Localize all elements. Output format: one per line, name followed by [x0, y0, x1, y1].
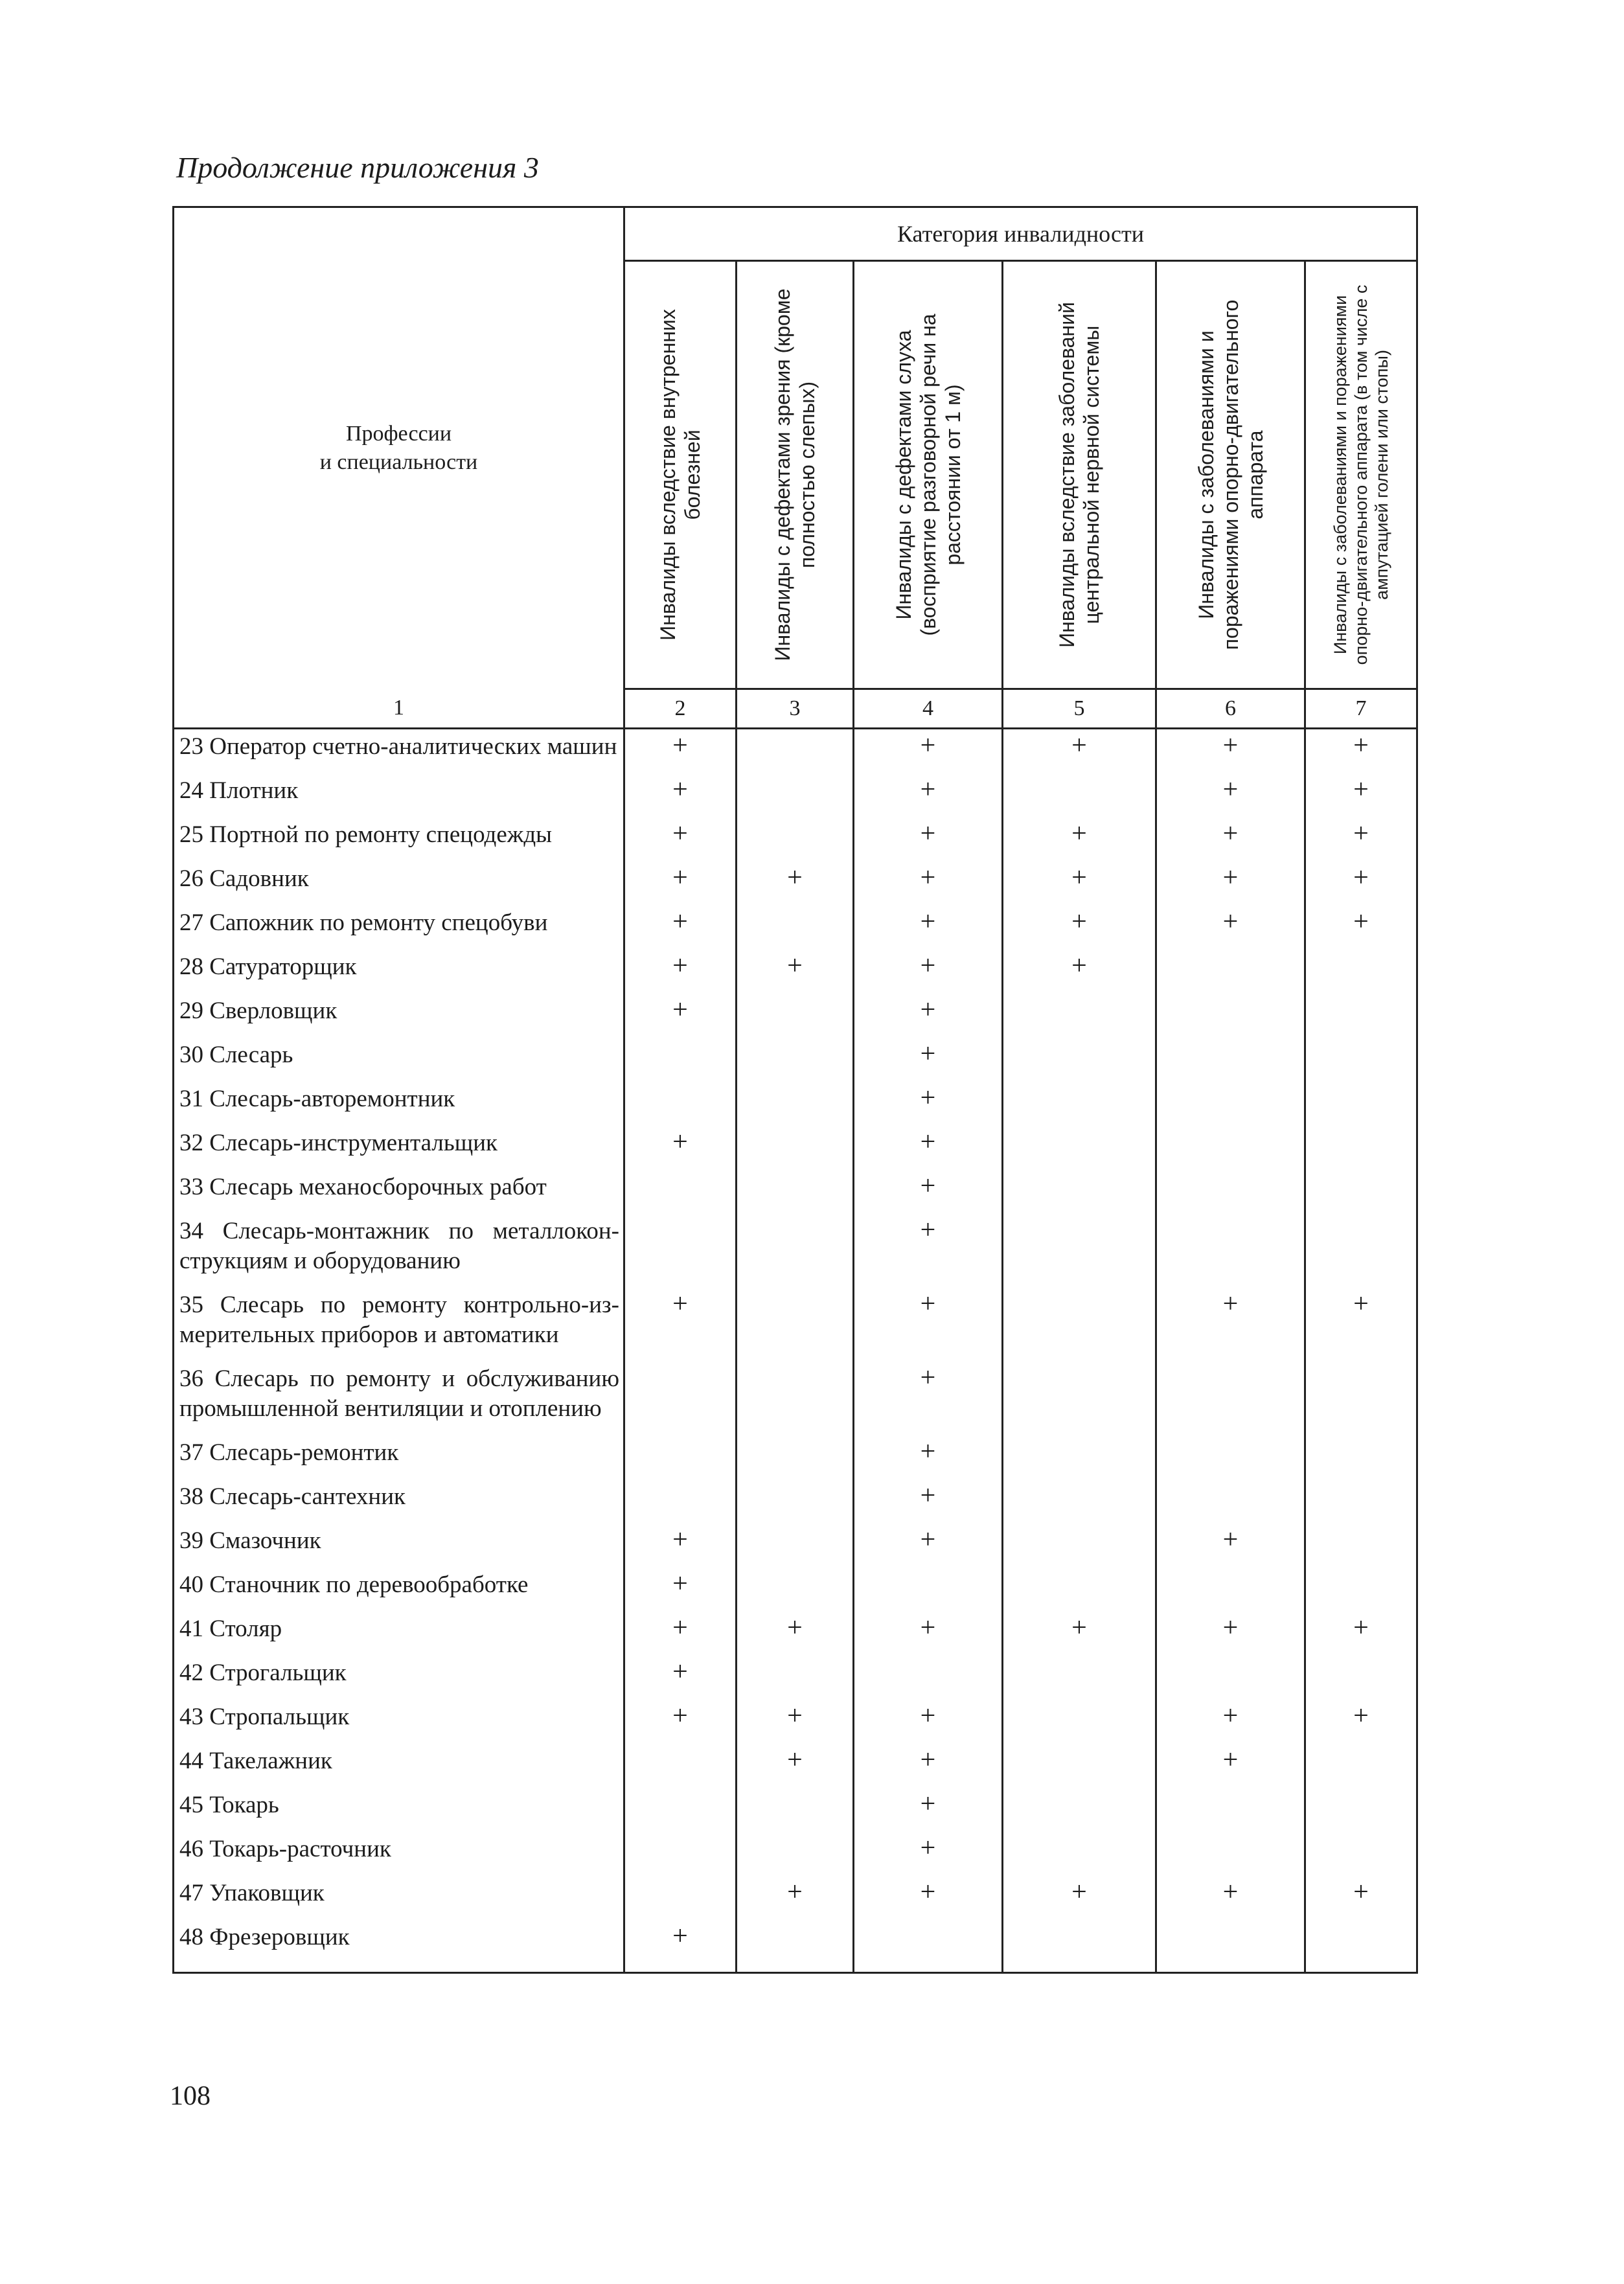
suitability-mark — [1003, 1214, 1156, 1288]
suitability-mark — [1305, 1170, 1417, 1214]
profession-name: 24 Плотник — [174, 773, 624, 817]
profession-name: 33 Слесарь механосборочных работ — [174, 1170, 624, 1214]
suitability-mark — [624, 1170, 737, 1214]
table-row — [174, 1832, 1417, 1876]
table-row — [174, 1788, 1417, 1832]
table-row — [174, 1479, 1417, 1524]
suitability-mark — [737, 773, 854, 817]
suitability-mark: + — [1156, 1612, 1305, 1656]
suitability-mark — [1156, 1832, 1305, 1876]
suitability-mark: + — [1305, 1876, 1417, 1920]
profession-name: 34 Слесарь-монтажник по металлоконструкциям и оборудованию — [174, 1214, 624, 1288]
table-row — [174, 1082, 1417, 1126]
suitability-mark: + — [854, 1876, 1003, 1920]
suitability-mark — [737, 1568, 854, 1612]
table-row — [174, 906, 1417, 950]
table-row — [174, 1435, 1417, 1479]
suitability-mark — [854, 1920, 1003, 1973]
suitability-mark: + — [737, 1700, 854, 1744]
suitability-mark — [737, 1126, 854, 1170]
column-header-7 — [1305, 261, 1417, 689]
suitability-mark — [1305, 1788, 1417, 1832]
suitability-mark: + — [854, 729, 1003, 774]
suitability-mark — [737, 1038, 854, 1082]
profession-name: 25 Портной по ремонту спецодежды — [174, 817, 624, 862]
table-row — [174, 1656, 1417, 1700]
suitability-mark: + — [737, 1876, 854, 1920]
suitability-mark — [1305, 1832, 1417, 1876]
suitability-mark — [737, 1170, 854, 1214]
category-header: Категория инвалидности — [624, 207, 1417, 261]
suitability-mark — [1156, 1170, 1305, 1214]
suitability-mark — [1305, 1362, 1417, 1435]
suitability-mark: + — [854, 1362, 1003, 1435]
suitability-mark: + — [624, 817, 737, 862]
suitability-mark: + — [1305, 773, 1417, 817]
suitability-mark — [1003, 1479, 1156, 1524]
suitability-mark: + — [624, 906, 737, 950]
column-header-7-text: Инвалиды с заболеваниями и поражениями опорно-двигательного аппарата (в том числе с ампутацией голени или стопы) — [1331, 284, 1392, 665]
suitability-mark: + — [854, 1612, 1003, 1656]
suitability-mark: + — [624, 1524, 737, 1568]
suitability-mark — [1305, 1479, 1417, 1524]
suitability-mark: + — [1305, 1288, 1417, 1362]
suitability-mark — [737, 1362, 854, 1435]
suitability-mark — [1305, 1435, 1417, 1479]
suitability-mark — [1156, 1788, 1305, 1832]
suitability-mark — [1003, 994, 1156, 1038]
suitability-mark — [1156, 1126, 1305, 1170]
suitability-mark: + — [854, 1700, 1003, 1744]
suitability-mark: + — [624, 1700, 737, 1744]
suitability-mark — [1003, 1700, 1156, 1744]
table-row — [174, 817, 1417, 862]
suitability-mark — [737, 1656, 854, 1700]
suitability-mark — [1305, 1920, 1417, 1973]
suitability-mark: + — [624, 1288, 737, 1362]
column-number: 6 — [1156, 689, 1305, 729]
suitability-mark: + — [1003, 729, 1156, 774]
column-number: 5 — [1003, 689, 1156, 729]
suitability-mark: + — [854, 1524, 1003, 1568]
suitability-mark — [1003, 1170, 1156, 1214]
profession-name: 32 Слесарь-инструментальщик — [174, 1126, 624, 1170]
profession-name: 48 Фрезеровщик — [174, 1920, 624, 1973]
suitability-mark — [624, 1744, 737, 1788]
column-numbers-row — [174, 689, 1417, 729]
column-header-2 — [624, 261, 737, 689]
profession-name: 35 Слесарь по ремонту контрольно-измерительных приборов и автоматики — [174, 1288, 624, 1362]
suitability-mark: + — [854, 817, 1003, 862]
suitability-mark — [624, 1214, 737, 1288]
profession-name: 30 Слесарь — [174, 1038, 624, 1082]
page-number: 108 — [170, 2081, 211, 2111]
column-number: 4 — [854, 689, 1003, 729]
suitability-mark — [1305, 1744, 1417, 1788]
suitability-mark — [737, 1214, 854, 1288]
suitability-mark — [737, 1479, 854, 1524]
suitability-mark — [737, 1524, 854, 1568]
profession-header — [174, 207, 624, 689]
suitability-mark — [1156, 1656, 1305, 1700]
suitability-mark: + — [1156, 1700, 1305, 1744]
suitability-mark — [624, 1832, 737, 1876]
suitability-mark — [1156, 1082, 1305, 1126]
suitability-mark — [624, 1038, 737, 1082]
suitability-mark: + — [854, 906, 1003, 950]
suitability-mark: + — [1003, 1612, 1156, 1656]
suitability-mark — [1156, 1435, 1305, 1479]
suitability-mark: + — [1305, 1612, 1417, 1656]
profession-name: 42 Строгальщик — [174, 1656, 624, 1700]
suitability-mark — [1305, 994, 1417, 1038]
suitability-mark — [1156, 1920, 1305, 1973]
suitability-mark: + — [854, 1126, 1003, 1170]
table-row — [174, 729, 1417, 774]
column-header-5 — [1003, 261, 1156, 689]
suitability-mark: + — [854, 950, 1003, 994]
column-number: 2 — [624, 689, 737, 729]
suitability-mark — [1003, 1126, 1156, 1170]
suitability-mark: + — [1156, 862, 1305, 906]
suitability-mark — [624, 1362, 737, 1435]
suitability-mark: + — [624, 1126, 737, 1170]
suitability-mark: + — [624, 1568, 737, 1612]
suitability-mark: + — [737, 862, 854, 906]
table-row — [174, 862, 1417, 906]
suitability-mark: + — [624, 1656, 737, 1700]
suitability-mark — [737, 1435, 854, 1479]
column-header-3 — [737, 261, 854, 689]
profession-name: 40 Станочник по деревообработке — [174, 1568, 624, 1612]
table-row — [174, 1876, 1417, 1920]
profession-name: 28 Сатураторщик — [174, 950, 624, 994]
table-row — [174, 1568, 1417, 1612]
profession-name: 37 Слесарь-ремонтик — [174, 1435, 624, 1479]
suitability-mark: + — [737, 950, 854, 994]
profession-name: 45 Токарь — [174, 1788, 624, 1832]
suitability-mark — [1305, 1038, 1417, 1082]
table-row — [174, 1214, 1417, 1288]
suitability-mark — [1003, 1288, 1156, 1362]
profession-name: 41 Столяр — [174, 1612, 624, 1656]
profession-name: 38 Слесарь-сантехник — [174, 1479, 624, 1524]
suitability-mark — [1003, 773, 1156, 817]
table-row — [174, 1288, 1417, 1362]
suitability-mark: + — [624, 1612, 737, 1656]
profession-name: 23 Оператор счетно-аналитических машин — [174, 729, 624, 774]
suitability-mark — [1003, 1656, 1156, 1700]
suitability-mark — [1156, 950, 1305, 994]
suitability-mark — [854, 1568, 1003, 1612]
suitability-mark: + — [854, 1832, 1003, 1876]
suitability-mark — [1003, 1920, 1156, 1973]
suitability-mark: + — [854, 1288, 1003, 1362]
profession-name: 27 Сапожник по ремонту спецобуви — [174, 906, 624, 950]
suitability-mark: + — [624, 729, 737, 774]
suitability-mark — [1156, 1214, 1305, 1288]
column-number: 7 — [1305, 689, 1417, 729]
suitability-mark: + — [624, 773, 737, 817]
profession-name: 29 Сверловщик — [174, 994, 624, 1038]
suitability-mark — [1305, 1656, 1417, 1700]
profession-header-text: Профессии и специальности — [319, 422, 478, 475]
suitability-mark — [624, 1876, 737, 1920]
suitability-mark — [1305, 1214, 1417, 1288]
column-header-3-text: Инвалиды с дефектами зрения (кроме полностью слепых) — [771, 288, 819, 661]
column-header-5-text: Инвалиды вследствие заболеваний центральной нервной системы — [1055, 302, 1103, 648]
suitability-mark: + — [1156, 1744, 1305, 1788]
table-row — [174, 1920, 1417, 1973]
suitability-mark — [1003, 1038, 1156, 1082]
page-heading: Продолжение приложения 3 — [176, 151, 539, 184]
suitability-mark: + — [1156, 817, 1305, 862]
suitability-mark — [624, 1479, 737, 1524]
suitability-mark: + — [854, 1082, 1003, 1126]
suitability-mark: + — [1305, 1700, 1417, 1744]
suitability-mark: + — [737, 1744, 854, 1788]
suitability-mark — [1305, 1568, 1417, 1612]
table-row — [174, 773, 1417, 817]
table-row — [174, 950, 1417, 994]
table-row — [174, 1126, 1417, 1170]
suitability-mark: + — [1156, 1876, 1305, 1920]
suitability-mark: + — [1003, 862, 1156, 906]
suitability-mark — [1003, 1082, 1156, 1126]
table-row — [174, 1038, 1417, 1082]
suitability-mark: + — [624, 862, 737, 906]
suitability-mark: + — [1156, 773, 1305, 817]
column-header-4 — [854, 261, 1003, 689]
suitability-mark: + — [854, 1435, 1003, 1479]
suitability-mark — [1003, 1744, 1156, 1788]
profession-name: 39 Смазочник — [174, 1524, 624, 1568]
suitability-mark: + — [854, 994, 1003, 1038]
profession-name: 47 Упаковщик — [174, 1876, 624, 1920]
suitability-mark: + — [1305, 729, 1417, 774]
suitability-mark — [1003, 1568, 1156, 1612]
suitability-mark: + — [854, 862, 1003, 906]
suitability-mark — [737, 906, 854, 950]
suitability-mark: + — [854, 1744, 1003, 1788]
profession-name: 31 Слесарь-авторемонтник — [174, 1082, 624, 1126]
suitability-mark — [624, 1082, 737, 1126]
suitability-mark: + — [624, 1920, 737, 1973]
suitability-mark: + — [854, 1214, 1003, 1288]
suitability-mark — [624, 1435, 737, 1479]
suitability-mark — [737, 1288, 854, 1362]
suitability-mark: + — [1305, 906, 1417, 950]
suitability-mark — [1003, 1788, 1156, 1832]
table-row — [174, 1700, 1417, 1744]
suitability-mark — [1156, 994, 1305, 1038]
suitability-mark — [737, 1788, 854, 1832]
suitability-mark: + — [1305, 817, 1417, 862]
suitability-mark — [1305, 1524, 1417, 1568]
table-row — [174, 994, 1417, 1038]
suitability-mark: + — [624, 950, 737, 994]
table-row — [174, 1524, 1417, 1568]
suitability-mark: + — [1156, 729, 1305, 774]
column-header-6-text: Инвалиды с заболеваниями и поражениями опорно-двигательного аппарата — [1194, 299, 1267, 650]
profession-name: 43 Стропальщик — [174, 1700, 624, 1744]
suitability-mark — [1003, 1524, 1156, 1568]
suitability-mark: + — [1156, 906, 1305, 950]
column-number: 1 — [174, 689, 624, 729]
profession-name: 36 Слесарь по ремонту и обслуживанию промышленной вентиляции и отоплению — [174, 1362, 624, 1435]
profession-name: 46 Токарь-расточник — [174, 1832, 624, 1876]
suitability-mark — [737, 729, 854, 774]
suitability-mark — [1305, 1082, 1417, 1126]
suitability-mark: + — [854, 1170, 1003, 1214]
suitability-mark — [1003, 1362, 1156, 1435]
suitability-mark: + — [1003, 906, 1156, 950]
suitability-mark — [1305, 950, 1417, 994]
table-row — [174, 1744, 1417, 1788]
table-row — [174, 1612, 1417, 1656]
table-body — [174, 729, 1417, 1973]
suitability-mark — [737, 1920, 854, 1973]
profession-name: 26 Садовник — [174, 862, 624, 906]
suitability-mark — [737, 994, 854, 1038]
profession-name: 44 Такелажник — [174, 1744, 624, 1788]
suitability-mark — [1003, 1435, 1156, 1479]
suitability-mark: + — [1003, 950, 1156, 994]
suitability-mark — [737, 1082, 854, 1126]
suitability-mark: + — [854, 1479, 1003, 1524]
suitability-mark: + — [1003, 1876, 1156, 1920]
suitability-mark: + — [1003, 817, 1156, 862]
suitability-mark — [1156, 1479, 1305, 1524]
suitability-mark: + — [737, 1612, 854, 1656]
suitability-mark — [737, 1832, 854, 1876]
suitability-mark — [1305, 1126, 1417, 1170]
column-header-2-text: Инвалиды вследствие внутренних болезней — [656, 309, 704, 641]
suitability-mark — [1003, 1832, 1156, 1876]
suitability-mark — [854, 1656, 1003, 1700]
table-row — [174, 1362, 1417, 1435]
suitability-mark — [1156, 1362, 1305, 1435]
suitability-mark: + — [1305, 862, 1417, 906]
professions-table — [172, 206, 1418, 1974]
suitability-mark: + — [624, 994, 737, 1038]
suitability-mark: + — [1156, 1524, 1305, 1568]
suitability-mark — [737, 817, 854, 862]
suitability-mark: + — [854, 773, 1003, 817]
suitability-mark — [1156, 1038, 1305, 1082]
suitability-mark — [1156, 1568, 1305, 1612]
suitability-mark — [624, 1788, 737, 1832]
suitability-mark: + — [1156, 1288, 1305, 1362]
column-header-6 — [1156, 261, 1305, 689]
column-header-4-text: Инвалиды с дефектами слуха (восприятие разговорной речи на расстоянии от 1 м) — [891, 314, 965, 636]
column-number: 3 — [737, 689, 854, 729]
suitability-mark: + — [854, 1788, 1003, 1832]
table-row — [174, 1170, 1417, 1214]
suitability-mark: + — [854, 1038, 1003, 1082]
